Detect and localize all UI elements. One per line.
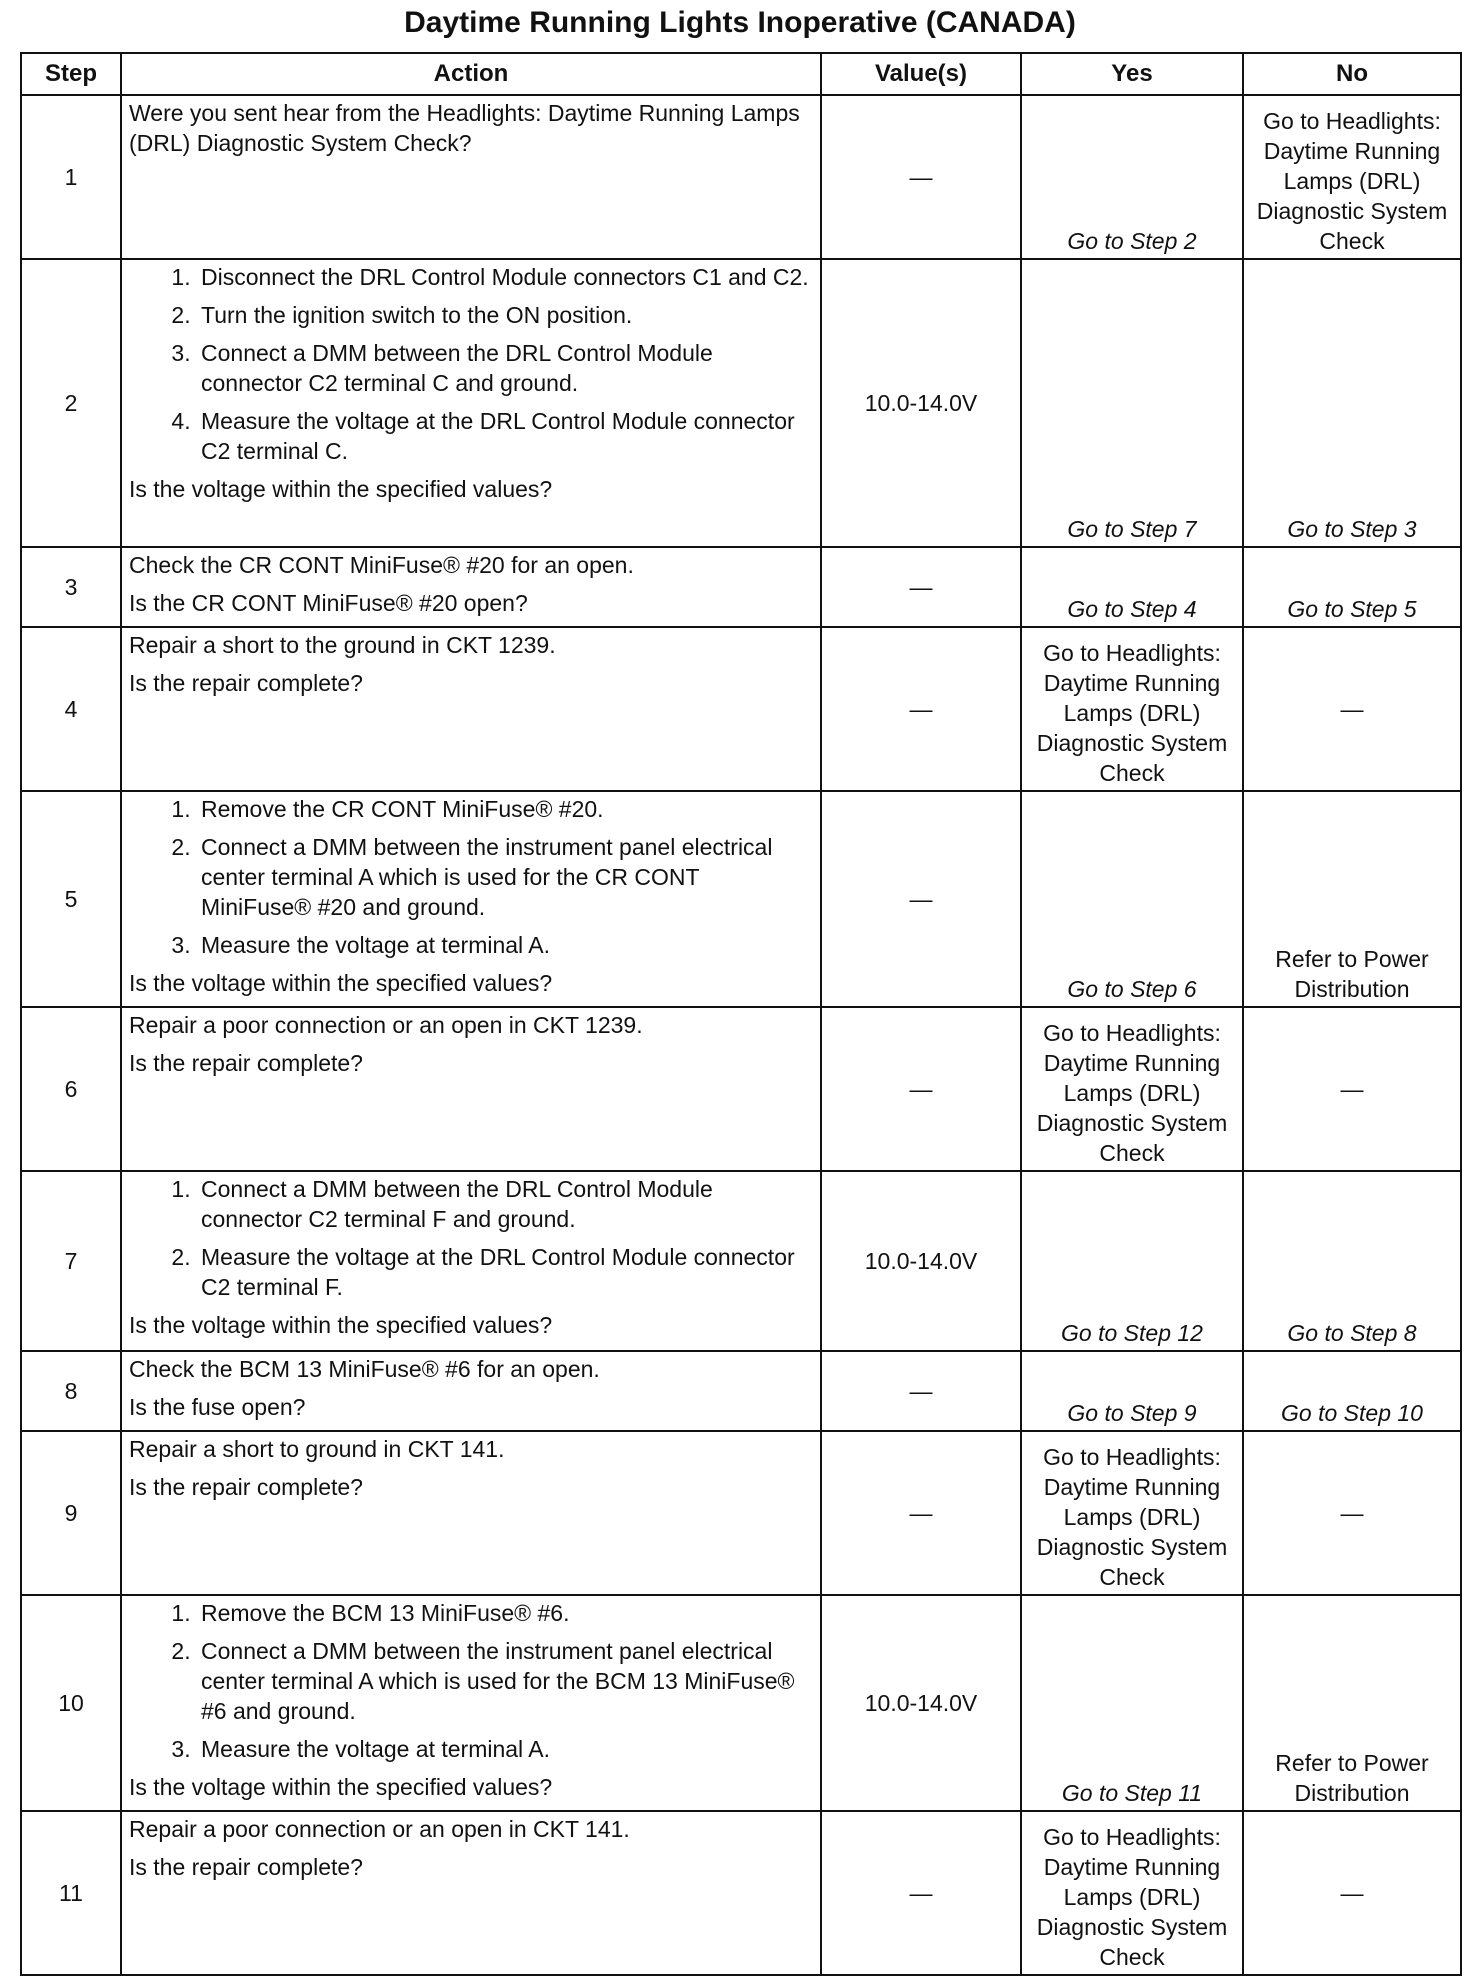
substep: 2. Turn the ignition switch to the ON position. bbox=[197, 300, 813, 330]
table-row bbox=[21, 1351, 1461, 1431]
table-row bbox=[21, 791, 1461, 1007]
substep: 3. Connect a DMM between the DRL Control Module connector C2 terminal C and ground. bbox=[197, 338, 813, 398]
action-cell bbox=[121, 259, 821, 547]
substep-list bbox=[129, 1598, 813, 1764]
question-text: Is the fuse open? bbox=[129, 1394, 306, 1420]
step-number: 7 bbox=[21, 1171, 121, 1351]
yes-cell: Go to Headlights: Daytime Running Lamps (DRL) Diagnostic System Check bbox=[1021, 1431, 1243, 1595]
no-cell: — bbox=[1243, 1811, 1461, 1975]
question-text: Is the repair complete? bbox=[129, 1050, 363, 1076]
yes-cell: Go to Step 7 bbox=[1021, 259, 1243, 547]
substep: 2. Measure the voltage at the DRL Control Module connector C2 terminal F. bbox=[197, 1242, 813, 1302]
step-number: 11 bbox=[21, 1811, 121, 1975]
no-cell: Go to Step 10 bbox=[1243, 1351, 1461, 1431]
no-cell: — bbox=[1243, 627, 1461, 791]
value-cell: — bbox=[821, 1351, 1021, 1431]
step-number: 1 bbox=[21, 95, 121, 259]
value-cell: — bbox=[821, 547, 1021, 627]
action-cell bbox=[121, 1431, 821, 1595]
header-step: Step bbox=[21, 53, 121, 95]
header-action: Action bbox=[121, 53, 821, 95]
table-row bbox=[21, 1431, 1461, 1595]
question-text: Is the voltage within the specified values? bbox=[129, 476, 553, 502]
value-cell: — bbox=[821, 791, 1021, 1007]
step-number: 5 bbox=[21, 791, 121, 1007]
yes-cell: Go to Step 12 bbox=[1021, 1171, 1243, 1351]
yes-cell: Go to Step 9 bbox=[1021, 1351, 1243, 1431]
diagnostic-table bbox=[20, 52, 1462, 1976]
substep-list bbox=[129, 1174, 813, 1302]
table-row bbox=[21, 1171, 1461, 1351]
action-text: Repair a poor connection or an open in CKT 141. bbox=[129, 1816, 630, 1842]
question-text: Is the repair complete? bbox=[129, 1474, 363, 1500]
yes-cell: Go to Headlights: Daytime Running Lamps (DRL) Diagnostic System Check bbox=[1021, 627, 1243, 791]
step-number: 2 bbox=[21, 259, 121, 547]
question-text: Is the CR CONT MiniFuse® #20 open? bbox=[129, 590, 528, 616]
yes-cell: Go to Headlights: Daytime Running Lamps (DRL) Diagnostic System Check bbox=[1021, 1007, 1243, 1171]
step-number: 9 bbox=[21, 1431, 121, 1595]
value-cell: — bbox=[821, 95, 1021, 259]
yes-cell: Go to Step 11 bbox=[1021, 1595, 1243, 1811]
action-text: Were you sent hear from the Headlights: Daytime Running Lamps (DRL) Diagnostic System Check? bbox=[129, 100, 800, 156]
table-row bbox=[21, 1811, 1461, 1975]
step-number: 6 bbox=[21, 1007, 121, 1171]
header-yes: Yes bbox=[1021, 53, 1243, 95]
value-cell: 10.0-14.0V bbox=[821, 259, 1021, 547]
question-text: Is the voltage within the specified values? bbox=[129, 1774, 553, 1800]
substep: 4. Measure the voltage at the DRL Control Module connector C2 terminal C. bbox=[197, 406, 813, 466]
substep: 3. Measure the voltage at terminal A. bbox=[197, 1734, 813, 1764]
no-cell: — bbox=[1243, 1431, 1461, 1595]
step-number: 10 bbox=[21, 1595, 121, 1811]
value-cell: — bbox=[821, 1431, 1021, 1595]
substep: 1. Connect a DMM between the DRL Control Module connector C2 terminal F and ground. bbox=[197, 1174, 813, 1234]
no-cell: Refer to Power Distribution bbox=[1243, 791, 1461, 1007]
no-cell: — bbox=[1243, 1007, 1461, 1171]
substep-list bbox=[129, 262, 813, 466]
no-cell: Go to Step 3 bbox=[1243, 259, 1461, 547]
table-row bbox=[21, 547, 1461, 627]
no-cell: Go to Step 8 bbox=[1243, 1171, 1461, 1351]
header-row bbox=[21, 53, 1461, 95]
substep: 1. Disconnect the DRL Control Module connectors C1 and C2. bbox=[197, 262, 813, 292]
action-cell bbox=[121, 1595, 821, 1811]
action-text: Check the BCM 13 MiniFuse® #6 for an open. bbox=[129, 1356, 600, 1382]
action-cell bbox=[121, 1007, 821, 1171]
no-cell: Go to Step 5 bbox=[1243, 547, 1461, 627]
yes-cell: Go to Step 6 bbox=[1021, 791, 1243, 1007]
substep: 1. Remove the BCM 13 MiniFuse® #6. bbox=[197, 1598, 813, 1628]
yes-cell: Go to Step 4 bbox=[1021, 547, 1243, 627]
action-cell bbox=[121, 791, 821, 1007]
question-text: Is the voltage within the specified values? bbox=[129, 1312, 553, 1338]
question-text: Is the voltage within the specified values? bbox=[129, 970, 553, 996]
table-row bbox=[21, 95, 1461, 259]
question-text: Is the repair complete? bbox=[129, 1854, 363, 1880]
action-text: Check the CR CONT MiniFuse® #20 for an open. bbox=[129, 552, 634, 578]
header-values: Value(s) bbox=[821, 53, 1021, 95]
table-row bbox=[21, 627, 1461, 791]
action-cell bbox=[121, 547, 821, 627]
yes-cell: Go to Step 2 bbox=[1021, 95, 1243, 259]
action-text: Repair a short to the ground in CKT 1239. bbox=[129, 632, 556, 658]
substep: 2. Connect a DMM between the instrument panel electrical center terminal A which is used for the BCM 13 MiniFuse® #6 and ground. bbox=[197, 1636, 813, 1726]
question-text: Is the repair complete? bbox=[129, 670, 363, 696]
value-cell: — bbox=[821, 1811, 1021, 1975]
value-cell: — bbox=[821, 1007, 1021, 1171]
action-text: Repair a short to ground in CKT 141. bbox=[129, 1436, 505, 1462]
value-cell: — bbox=[821, 627, 1021, 791]
action-cell bbox=[121, 95, 821, 259]
step-number: 4 bbox=[21, 627, 121, 791]
action-text: Repair a poor connection or an open in CKT 1239. bbox=[129, 1012, 643, 1038]
table-row bbox=[21, 1007, 1461, 1171]
value-cell: 10.0-14.0V bbox=[821, 1171, 1021, 1351]
document-page bbox=[20, 0, 1460, 1976]
yes-cell: Go to Headlights: Daytime Running Lamps (DRL) Diagnostic System Check bbox=[1021, 1811, 1243, 1975]
table-row bbox=[21, 1595, 1461, 1811]
value-cell: 10.0-14.0V bbox=[821, 1595, 1021, 1811]
step-number: 3 bbox=[21, 547, 121, 627]
substep: 2. Connect a DMM between the instrument panel electrical center terminal A which is used for the CR CONT MiniFuse® #20 and ground. bbox=[197, 832, 813, 922]
action-cell bbox=[121, 1351, 821, 1431]
no-cell: Refer to Power Distribution bbox=[1243, 1595, 1461, 1811]
substep: 3. Measure the voltage at terminal A. bbox=[197, 930, 813, 960]
page-title: Daytime Running Lights Inoperative (CANADA) bbox=[404, 6, 1076, 39]
substep: 1. Remove the CR CONT MiniFuse® #20. bbox=[197, 794, 813, 824]
action-cell bbox=[121, 627, 821, 791]
action-cell bbox=[121, 1171, 821, 1351]
no-cell: Go to Headlights: Daytime Running Lamps (DRL) Diagnostic System Check bbox=[1243, 95, 1461, 259]
header-no: No bbox=[1243, 53, 1461, 95]
table-row bbox=[21, 259, 1461, 547]
substep-list bbox=[129, 794, 813, 960]
action-cell bbox=[121, 1811, 821, 1975]
step-number: 8 bbox=[21, 1351, 121, 1431]
